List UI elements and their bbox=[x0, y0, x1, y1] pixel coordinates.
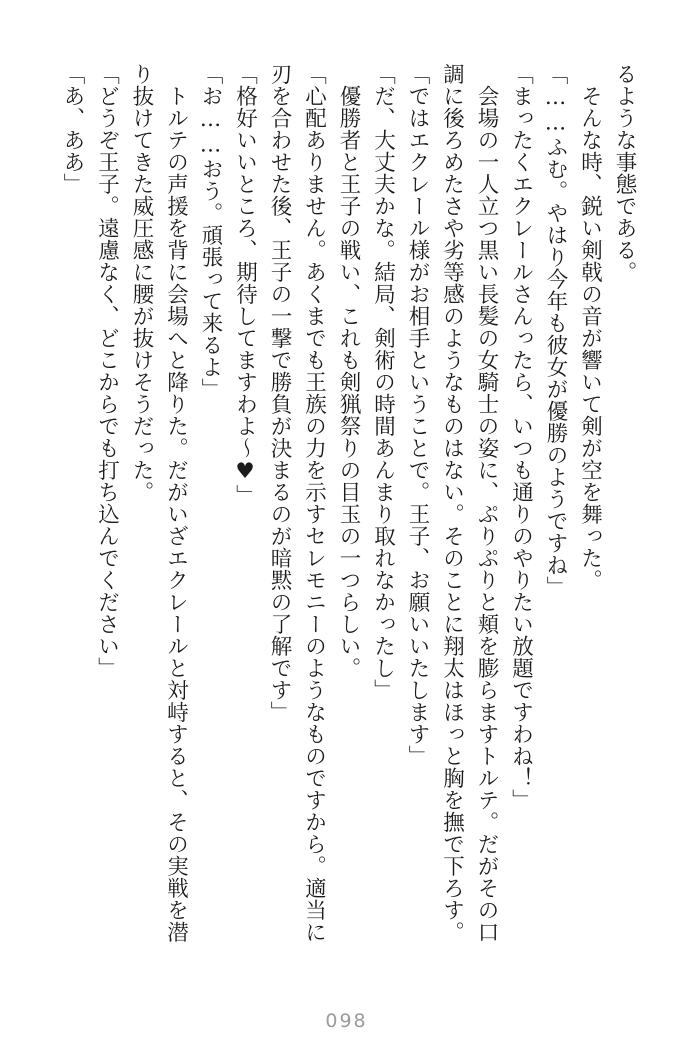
text-line: トルテの声援を背に会場へと降りた。だがいざエクレールと対峙すると、その実戦を潜 bbox=[163, 63, 189, 943]
text-line: 調に後ろめたさや劣等感のようなものはない。そのことに翔太はほっと胸を撫で下ろす。 bbox=[439, 63, 465, 943]
text-line: 「格好いいところ、期待してますわよ～♥」 bbox=[232, 63, 258, 507]
text-line: 「だ、大丈夫かな。結局、剣術の時間あんまり取れなかったし」 bbox=[370, 63, 396, 701]
text-line: 会場の一人立つ黒い長髪の女騎士の姿に、ぷりぷりと頬を膨らますトルテ。だがその口 bbox=[474, 63, 499, 943]
text-line: 「まったくエクレールさんったら、いつも通りのやりたい放題ですわね！」 bbox=[508, 63, 534, 811]
text-line: 「……ふむ。やはり今年も彼女が優勝のようですね」 bbox=[543, 63, 568, 598]
text-block bbox=[55, 63, 642, 949]
text-line: 優勝者と王子の戦い、これも剣猟祭りの目玉の一つらしい。 bbox=[336, 63, 361, 679]
text-line: 「ではエクレール様がお相手ということで。王子、お願いいたします」 bbox=[405, 63, 430, 767]
text-line: 刃を合わせた後、王子の一撃で勝負が決まるのが暗黙の了解です」 bbox=[267, 63, 292, 723]
text-line: 「どうぞ王子。遠慮なく、どこからでも打ち込んでください」 bbox=[94, 63, 120, 679]
text-line: 「お……おう。頑張って来るよ」 bbox=[198, 63, 223, 400]
text-line: るような事態である。 bbox=[612, 63, 637, 283]
text-line: り抜けてきた威圧感に腰が抜けそうだった。 bbox=[129, 63, 154, 503]
text-line: 「心配ありません。あくまでも王族の力を示すセレモニーのようなものですから。適当に bbox=[301, 63, 327, 943]
page-number: 098 bbox=[325, 1010, 368, 1032]
text-line: 「あ、ああ」 bbox=[60, 63, 85, 195]
text-line: そんな時、鋭い剣戟の音が響いて剣が空を舞った。 bbox=[577, 63, 603, 591]
